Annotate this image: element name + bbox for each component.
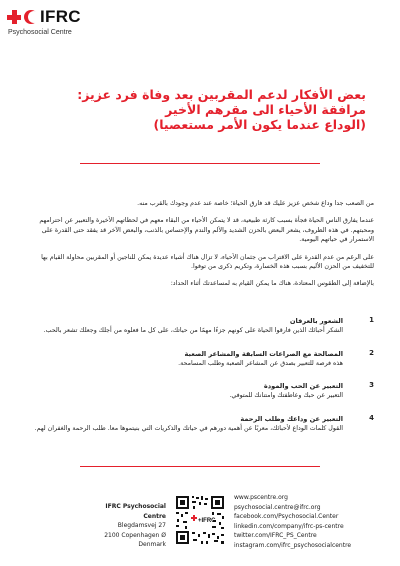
item-text: القول كلمات الوداع لأحبائك، معربًا عن أهمية دورهم في حياتك والذكريات التي بنيتموها معا. طلب الرحمة والغفران لهم. xyxy=(34,425,343,432)
paragraph: عندما يفارق الناس الحياة فجأة بسبب كارثة طبيعية، قد لا يتمكن الأحياء من البقاء معهم في لحظاتهم الأخيرة والتعبير عن احترامهم ومحبتهم. في هذه الظروف، يشعر البعض بالحزن الشديد والألم والندم والإحساس بالذنب، والبعض الآخر قد يفقد حتى القدرة على الاستمرار في حياتهم اليومية. xyxy=(39,217,374,244)
paragraph: من الصعب جدا وداع شخص عزيز عليك قد فارق الحياة؛ خاصة عند عدم وجودك بالقرب منه. xyxy=(137,200,374,207)
paragraph: بالإضافة إلى الطقوس المعتادة، هناك ما يمكن القيام به لمساعدتك أثناء الحداد: xyxy=(170,280,374,288)
email-link[interactable]: psychosocial.centre@ifrc.org xyxy=(234,503,321,511)
logo-wordmark: IFRC xyxy=(40,7,81,26)
address-line: 2100 Copenhagen Ø xyxy=(104,531,166,539)
item-heading: التعبير عن الحب والمودة xyxy=(263,382,343,390)
title-line: (الوداع عندما يكون الأمر مستعصيا) xyxy=(153,117,366,132)
list-item xyxy=(30,316,374,335)
item-number: 3 xyxy=(369,381,374,389)
item-number: 4 xyxy=(369,414,374,422)
logo-subtitle: Psychosocial Centre xyxy=(8,29,72,36)
item-number: 2 xyxy=(369,349,374,357)
red-crescent-icon xyxy=(24,10,37,24)
list-item xyxy=(30,349,374,368)
item-text: الشكر أحبائك الذين فارقوا الحياة على كونهم جزءًا مهمًا من حياتك، على كل ما فعلوه من أجلك وجعلك تشعر بالحب. xyxy=(43,327,343,334)
bottom-divider xyxy=(80,466,320,467)
item-text: التعبير عن حبك وعاطفتك وامتنانك للمتوفي. xyxy=(229,392,343,399)
address-line: Blegdamsvej 27 xyxy=(117,522,166,529)
paragraph: على الرغم من عدم القدرة على الاقتراب من جثمان الأحياء، لا تزال هناك أشياء عديدة يمكن للناجين أو المقربين محاولة القيام بها للتخفيف من الحزن الأليم بسبب هذه الخسارة، وتكريم ذكرى من توفوا. xyxy=(41,253,374,271)
list-item xyxy=(30,381,374,400)
red-cross-icon xyxy=(7,10,21,24)
facebook-link[interactable]: facebook.com/Psychosocial.Center xyxy=(234,513,339,521)
item-heading: الشعور بالعرفان xyxy=(289,317,343,325)
ifrc-logo xyxy=(7,9,127,36)
website-link[interactable]: www.pscentre.org xyxy=(234,494,288,501)
item-heading: المصالحة مع الصراعات السابقة والمشاعر الصعبة xyxy=(184,350,343,358)
document-title xyxy=(46,87,366,132)
title-line: مرافقة الأحياء الى مقرهم الأخير xyxy=(165,102,366,117)
org-name: IFRC Psychosocial Centre xyxy=(105,503,166,520)
footer-links xyxy=(234,493,351,551)
footer-address xyxy=(90,502,166,550)
title-line: بعض الأفكار لدعم المقربين بعد وفاة فرد عزيز: xyxy=(77,87,366,102)
instagram-link[interactable]: instagram.com/ifrc_psychosocialcentre xyxy=(234,541,352,549)
item-heading: التعبير عن وداعك وطلب الرحمة xyxy=(240,415,343,423)
qr-label: +IFRC xyxy=(198,518,216,524)
intro-text xyxy=(30,199,374,297)
qr-code[interactable] xyxy=(174,494,226,546)
item-number: 1 xyxy=(369,316,374,324)
list-item xyxy=(30,414,374,433)
twitter-link[interactable]: twitter.com/IFRC_PS_Centre xyxy=(234,532,317,540)
linkedin-link[interactable]: linkedin.com/company/ifrc-ps-centre xyxy=(234,522,344,530)
item-text: هذه فرصة للتعبير بصدق عن المشاعر الصعبة وطلب المسامحة. xyxy=(178,360,343,367)
top-divider xyxy=(80,163,320,164)
address-line: Denmark xyxy=(138,541,166,548)
